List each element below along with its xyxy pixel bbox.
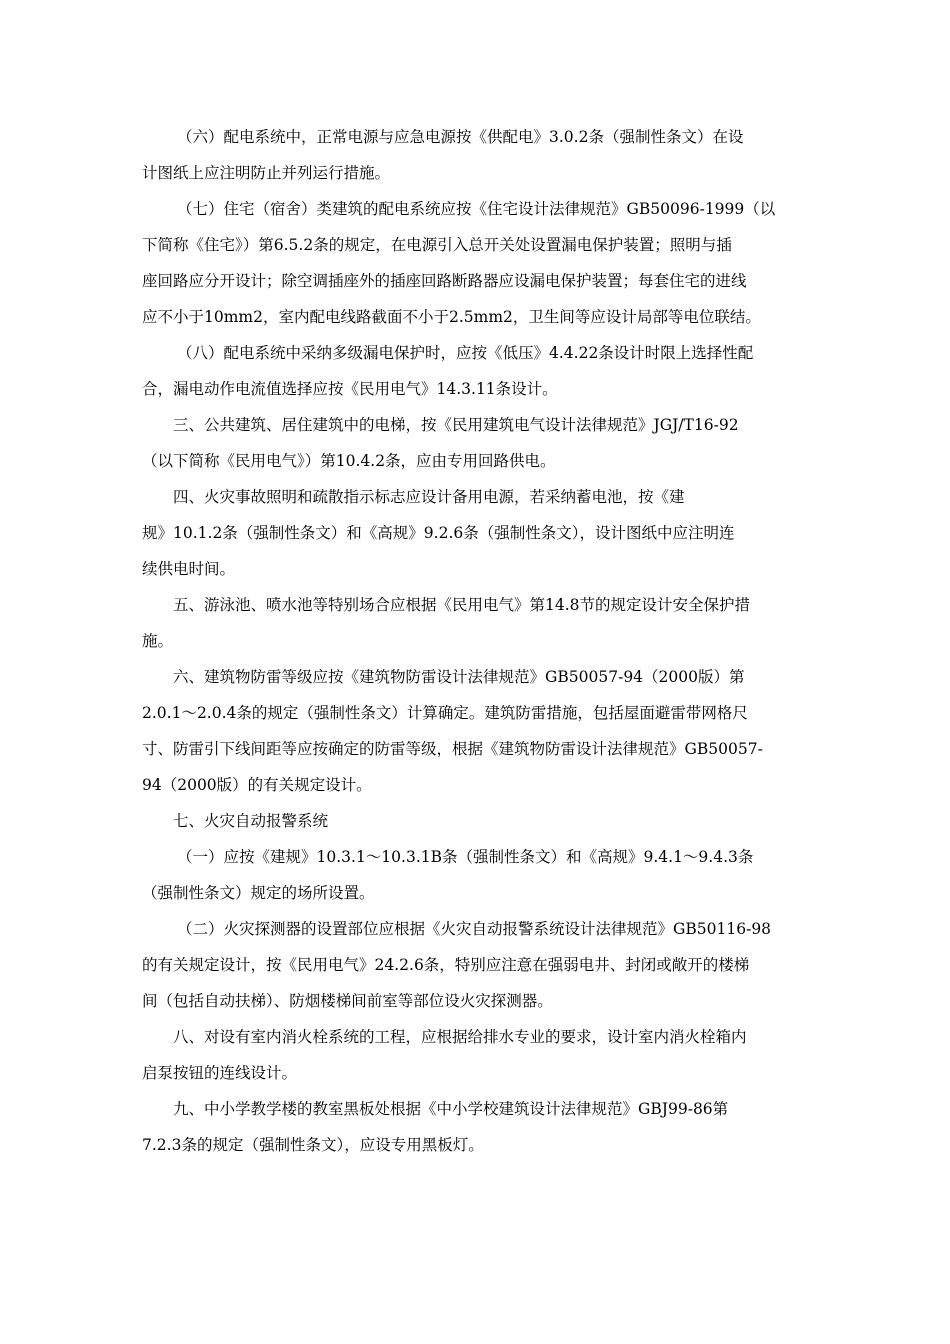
text-line: 启泵按钮的连线设计。 [142, 1064, 298, 1082]
paragraph-7-2 [142, 911, 802, 1019]
section-4 [142, 479, 802, 587]
text-line: 寸、防雷引下线间距等应按确定的防雷等级，根据《建筑物防雷设计法律规范》GB50057- [142, 740, 763, 758]
section-5 [142, 587, 802, 659]
text-line: （以下简称《民用电气》）第10.4.2条，应由专用回路供电。 [142, 452, 556, 470]
section-7-heading [142, 803, 802, 839]
text-line: 五、游泳池、喷水池等特别场合应根据《民用电气》第14.8节的规定设计安全保护措 [173, 596, 751, 614]
text-line: 八、对设有室内消火栓系统的工程，应根据给排水专业的要求，设计室内消火栓箱内 [173, 1028, 747, 1046]
text-line: 三、公共建筑、居住建筑中的电梯，按《民用建筑电气设计法律规范》JGJ/T16-92 [173, 416, 739, 434]
paragraph-7 [142, 191, 802, 335]
text-line: 六、建筑物防雷等级应按《建筑物防雷设计法律规范》GB50057-94（2000版）第 [173, 668, 745, 686]
section-3 [142, 407, 802, 479]
text-line: 施。 [142, 632, 174, 650]
text-line: （六）配电系统中，正常电源与应急电源按《供配电》3.0.2条（强制性条文）在设 [177, 128, 744, 146]
document-body [142, 119, 802, 1163]
text-line: 94（2000版）的有关规定设计。 [142, 776, 372, 794]
text-line: 下简称《住宅》）第6.5.2条的规定，在电源引入总开关处设置漏电保护装置；照明与插 [142, 236, 732, 254]
text-line: 四、火灾事故照明和疏散指示标志应设计备用电源，若采纳蓄电池，按《建 [173, 488, 685, 506]
text-line: 应不小于10mm2，室内配电线路截面不小于2.5mm2，卫生间等应设计局部等电位联结。 [142, 308, 761, 326]
paragraph-6 [142, 119, 802, 191]
text-line: 的有关规定设计，按《民用电气》24.2.6条，特别应注意在强弱电井、封闭或敞开的楼梯 [142, 956, 750, 974]
text-line: 续供电时间。 [142, 560, 236, 578]
text-line: 九、中小学教学楼的教室黑板处根据《中小学校建筑设计法律规范》GBJ99-86第 [173, 1100, 729, 1118]
text-line: 规》10.1.2条（强制性条文）和《高规》9.2.6条（强制性条文），设计图纸中应注明连 [142, 524, 735, 542]
section-6 [142, 659, 802, 803]
text-line: 2.0.1～2.0.4条的规定（强制性条文）计算确定。建筑防雷措施，包括屋面避雷带网格尺 [142, 704, 748, 722]
text-line: （七）住宅（宿舍）类建筑的配电系统应按《住宅设计法律规范》GB50096-1999（以 [177, 200, 776, 218]
paragraph-8 [142, 335, 802, 407]
section-8 [142, 1019, 802, 1091]
text-line: （一）应按《建规》10.3.1～10.3.1B条（强制性条文）和《高规》9.4.1～9.4.3条 [177, 848, 754, 866]
paragraph-7-1 [142, 839, 802, 911]
text-line: 7.2.3条的规定（强制性条文），应设专用黑板灯。 [142, 1136, 484, 1154]
section-9 [142, 1091, 802, 1163]
text-line: 七、火灾自动报警系统 [173, 812, 329, 830]
text-line: 计图纸上应注明防止并列运行措施。 [142, 164, 391, 182]
text-line: 合，漏电动作电流值选择应按《民用电气》14.3.11条设计。 [142, 380, 558, 398]
text-line: （二）火灾探测器的设置部位应根据《火灾自动报警系统设计法律规范》GB50116-98 [177, 920, 772, 938]
text-line: 间（包括自动扶梯）、防烟楼梯间前室等部位设火灾探测器。 [142, 992, 553, 1010]
text-line: （八）配电系统中采纳多级漏电保护时，应按《低压》4.4.22条设计时限上选择性配 [177, 344, 754, 362]
text-line: 座回路应分开设计；除空调插座外的插座回路断路器应设漏电保护装置；每套住宅的进线 [142, 272, 747, 290]
text-line: （强制性条文）规定的场所设置。 [142, 884, 375, 902]
